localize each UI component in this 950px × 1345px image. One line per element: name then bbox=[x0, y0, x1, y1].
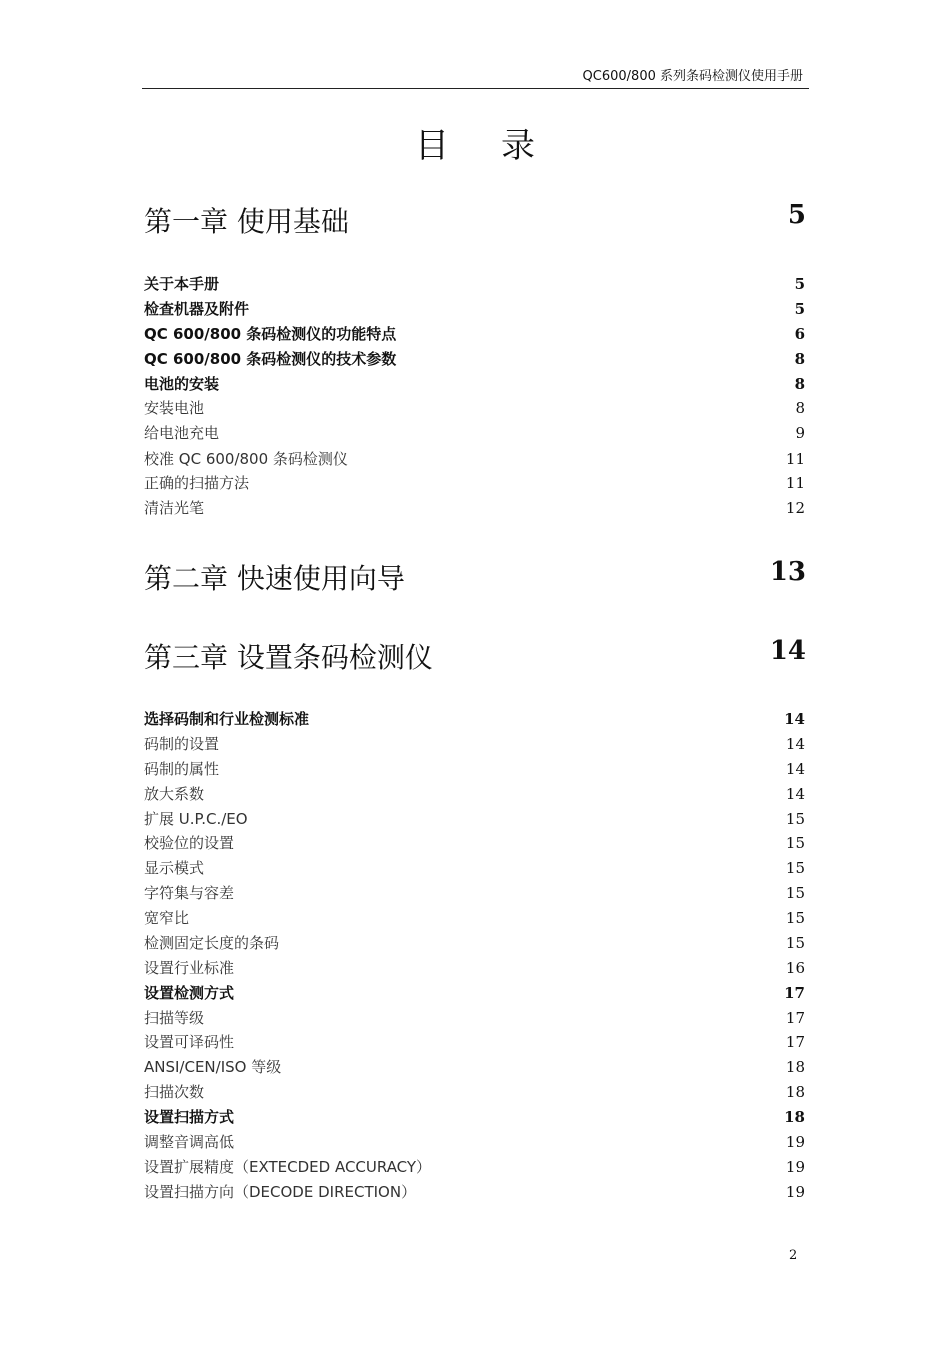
entry-page: 6 bbox=[794, 325, 805, 343]
toc-entry[interactable] bbox=[144, 1081, 805, 1103]
entry-page: 5 bbox=[794, 275, 805, 293]
toc-entry[interactable] bbox=[144, 1031, 805, 1053]
entry-page: 18 bbox=[784, 1108, 805, 1126]
toc-entry[interactable] bbox=[144, 733, 805, 755]
toc-entry[interactable] bbox=[144, 708, 805, 730]
entry-title: 检测固定长度的条码 bbox=[144, 934, 280, 952]
entry-title: QC 600/800 条码检测仪的技术参数 bbox=[144, 350, 397, 368]
page-header bbox=[142, 64, 809, 89]
entry-page: 15 bbox=[785, 934, 805, 952]
toc-title-part2: 录 bbox=[501, 126, 535, 166]
entry-page: 14 bbox=[785, 785, 805, 803]
entry-title: 宽窄比 bbox=[144, 909, 190, 927]
entry-page: 11 bbox=[785, 450, 805, 468]
entry-title: 校验位的设置 bbox=[144, 834, 235, 852]
entry-page: 17 bbox=[785, 1009, 805, 1027]
chapter-3[interactable] bbox=[144, 636, 806, 676]
entry-page: 8 bbox=[794, 350, 805, 368]
entry-page: 9 bbox=[795, 424, 805, 442]
entry-title: 扫描等级 bbox=[144, 1009, 205, 1027]
entry-page: 15 bbox=[785, 909, 805, 927]
chapter-page: 5 bbox=[787, 200, 806, 230]
toc-entry[interactable] bbox=[144, 932, 805, 954]
toc-entry[interactable] bbox=[144, 497, 805, 519]
entry-title: 正确的扫描方法 bbox=[144, 474, 250, 492]
toc-entry[interactable] bbox=[144, 758, 805, 780]
entry-title: ANSI/CEN/ISO 等级 bbox=[144, 1058, 282, 1076]
entry-page: 14 bbox=[785, 760, 805, 778]
toc-entry[interactable] bbox=[144, 1056, 805, 1078]
entry-title: 显示模式 bbox=[144, 859, 205, 877]
toc-entry[interactable] bbox=[144, 448, 805, 470]
chapter-page: 14 bbox=[769, 636, 806, 666]
entry-title: 码制的设置 bbox=[144, 735, 220, 753]
entry-page: 17 bbox=[784, 984, 805, 1002]
toc-entry[interactable] bbox=[144, 1181, 805, 1203]
entry-title: 校准 QC 600/800 条码检测仪 bbox=[144, 450, 348, 468]
entry-page: 18 bbox=[785, 1058, 805, 1076]
chapter-title: 第一章 使用基础 bbox=[144, 205, 349, 238]
toc-entry[interactable] bbox=[144, 1007, 805, 1029]
toc-title-part1: 目 bbox=[415, 126, 449, 166]
entry-title: 放大系数 bbox=[144, 785, 205, 803]
entry-page: 15 bbox=[785, 859, 805, 877]
toc-entry[interactable] bbox=[144, 1131, 805, 1153]
entry-title: 码制的属性 bbox=[144, 760, 220, 778]
chapter-title: 第二章 快速使用向导 bbox=[144, 562, 405, 595]
toc-entry[interactable] bbox=[144, 882, 805, 904]
toc-entry[interactable] bbox=[144, 273, 805, 295]
toc-entry[interactable] bbox=[144, 1156, 805, 1178]
entry-title: 设置行业标准 bbox=[144, 959, 235, 977]
toc-entry[interactable] bbox=[144, 1106, 805, 1128]
entry-title: QC 600/800 条码检测仪的功能特点 bbox=[144, 325, 397, 343]
entry-title: 关于本手册 bbox=[144, 275, 220, 293]
entry-page: 19 bbox=[785, 1133, 805, 1151]
toc-entry[interactable] bbox=[144, 348, 805, 370]
entry-page: 18 bbox=[785, 1083, 805, 1101]
entry-title: 检查机器及附件 bbox=[144, 300, 250, 318]
toc-entry[interactable] bbox=[144, 907, 805, 929]
entry-page: 8 bbox=[794, 375, 805, 393]
toc-entry[interactable] bbox=[144, 298, 805, 320]
entry-title: 设置扫描方向（DECODE DIRECTION） bbox=[144, 1183, 417, 1201]
toc-entry[interactable] bbox=[144, 323, 805, 345]
entry-title: 设置扫描方式 bbox=[144, 1108, 235, 1126]
chapter-1[interactable] bbox=[144, 200, 806, 240]
entry-page: 15 bbox=[785, 834, 805, 852]
entry-title: 选择码制和行业检测标准 bbox=[144, 710, 310, 728]
entry-page: 14 bbox=[785, 735, 805, 753]
toc-entry[interactable] bbox=[144, 397, 805, 419]
entry-page: 15 bbox=[785, 810, 805, 828]
toc-entry[interactable] bbox=[144, 422, 805, 444]
toc-entry[interactable] bbox=[144, 982, 805, 1004]
toc-entry[interactable] bbox=[144, 957, 805, 979]
entry-page: 8 bbox=[795, 399, 805, 417]
entry-title: 字符集与容差 bbox=[144, 884, 235, 902]
toc-entry[interactable] bbox=[144, 857, 805, 879]
entry-title: 电池的安装 bbox=[144, 375, 220, 393]
entry-page: 5 bbox=[794, 300, 805, 318]
toc-title bbox=[0, 118, 950, 167]
entry-title: 扫描次数 bbox=[144, 1083, 205, 1101]
entry-page: 15 bbox=[785, 884, 805, 902]
header-title: QC600/800 系列条码检测仪使用手册 bbox=[582, 69, 803, 84]
entry-page: 16 bbox=[785, 959, 805, 977]
toc-entry[interactable] bbox=[144, 808, 805, 830]
entry-title: 调整音调高低 bbox=[144, 1133, 235, 1151]
toc-entry[interactable] bbox=[144, 472, 805, 494]
entry-page: 19 bbox=[785, 1183, 805, 1201]
entry-page: 11 bbox=[785, 474, 805, 492]
entry-page: 17 bbox=[785, 1033, 805, 1051]
toc-entry[interactable] bbox=[144, 373, 805, 395]
page-number: 2 bbox=[789, 1248, 798, 1263]
toc-entry[interactable] bbox=[144, 783, 805, 805]
entry-page: 19 bbox=[785, 1158, 805, 1176]
chapter-title: 第三章 设置条码检测仪 bbox=[144, 641, 433, 674]
toc-entry[interactable] bbox=[144, 832, 805, 854]
entry-title: 扩展 U.P.C./EO bbox=[144, 810, 248, 828]
entry-title: 设置扩展精度（EXTECDED ACCURACY） bbox=[144, 1158, 432, 1176]
entry-page: 14 bbox=[784, 710, 805, 728]
entry-title: 设置检测方式 bbox=[144, 984, 235, 1002]
chapter-page: 13 bbox=[769, 557, 806, 587]
entry-title: 设置可译码性 bbox=[144, 1033, 235, 1051]
entry-title: 给电池充电 bbox=[144, 424, 220, 442]
entry-title: 清洁光笔 bbox=[144, 499, 205, 517]
entry-page: 12 bbox=[785, 499, 805, 517]
entry-title: 安装电池 bbox=[144, 399, 205, 417]
chapter-2[interactable] bbox=[144, 557, 806, 597]
